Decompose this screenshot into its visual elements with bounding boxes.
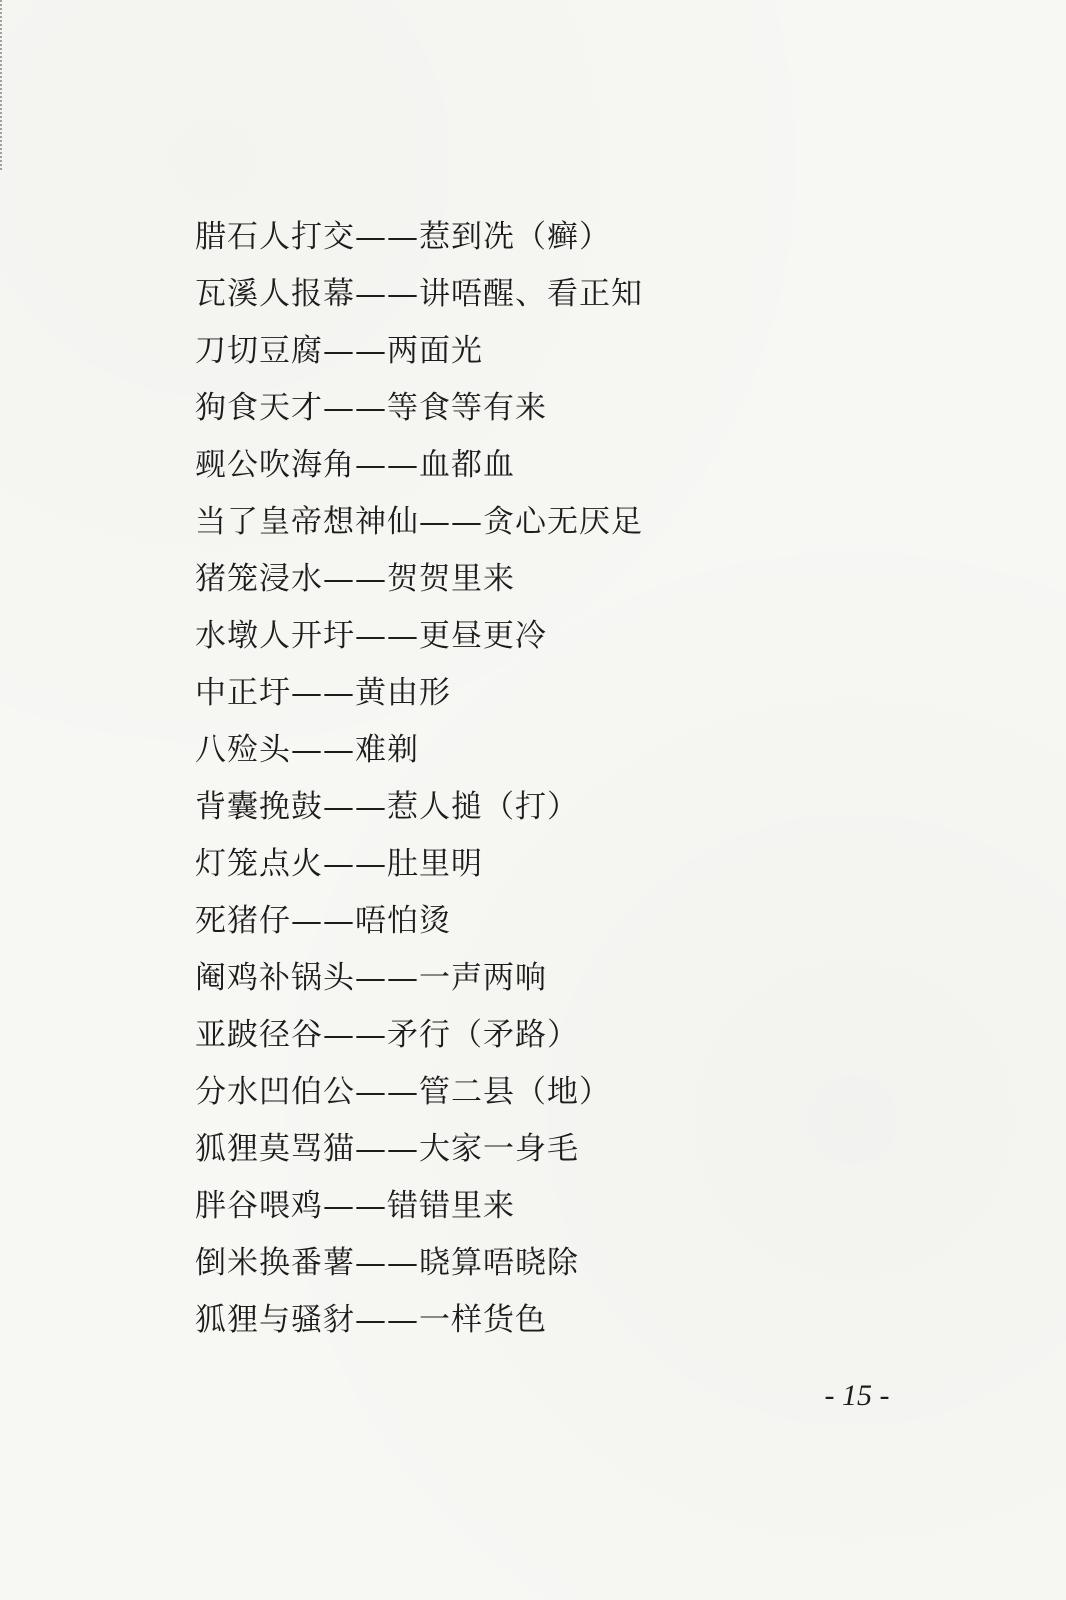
saying-line: 亚跛径谷——矛行（矛路） — [195, 1017, 579, 1053]
scan-edge-marks — [0, 0, 8, 170]
saying-line: 腊石人打交——惹到冼（癣） — [195, 219, 611, 255]
saying-line: 狐狸莫骂猫——大家一身毛 — [195, 1131, 579, 1167]
saying-line: 八殓头——难剃 — [195, 732, 419, 768]
saying-line: 水墩人开圩——更昼更冷 — [195, 618, 547, 654]
saying-line: 中正圩——黄由形 — [195, 675, 451, 711]
saying-line: 死猪仔——唔怕烫 — [195, 903, 451, 939]
saying-line: 阉鸡补锅头——一声两响 — [195, 960, 547, 996]
saying-line: 分水凹伯公——管二县（地） — [195, 1074, 611, 1110]
saying-line: 灯笼点火——肚里明 — [195, 846, 483, 882]
saying-line: 刀切豆腐——两面光 — [195, 333, 483, 369]
page-number: - 15 - — [824, 1379, 890, 1412]
saying-line: 狐狸与骚豺——一样货色 — [195, 1302, 547, 1338]
saying-line: 倒米换番薯——晓算唔晓除 — [195, 1245, 579, 1281]
saying-line: 觋公吹海角——血都血 — [195, 447, 515, 483]
saying-line: 狗食天才——等食等有来 — [195, 390, 547, 426]
saying-list — [195, 209, 643, 1349]
saying-line: 胖谷喂鸡——错错里来 — [195, 1188, 515, 1224]
saying-line: 背囊挽鼓——惹人搥（打） — [195, 789, 579, 825]
saying-line: 猪笼浸水——贺贺里来 — [195, 561, 515, 597]
saying-line: 瓦溪人报幕——讲唔醒、看正知 — [195, 276, 643, 312]
saying-line: 当了皇帝想神仙——贪心无厌足 — [195, 504, 643, 540]
